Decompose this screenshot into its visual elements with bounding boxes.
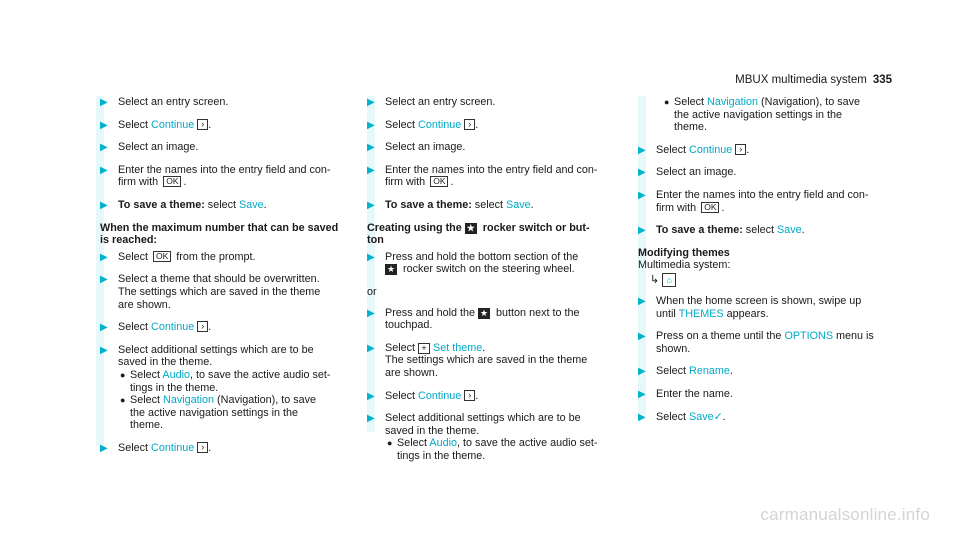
step: ▶ Select an entry screen. — [367, 96, 496, 108]
step-arrow-icon: ▶ — [100, 164, 108, 176]
step-arrow-icon: ▶ — [100, 97, 108, 108]
star-icon: ★ — [466, 222, 475, 233]
step-arrow-icon: ▶ — [367, 413, 375, 425]
step: ▶ Select Continue › . — [367, 118, 479, 131]
chevron-right-icon: › — [197, 321, 208, 332]
step-arrow-icon: ▶ — [367, 251, 375, 263]
step: ▶ Select a theme that should be overwritten. The settings which are saved in the theme are shown. — [100, 273, 321, 311]
continue-link: Continue — [151, 118, 195, 131]
ok-icon: OK — [701, 202, 719, 213]
page-header — [735, 74, 892, 86]
bullet-icon: ● — [120, 369, 126, 380]
ok-icon: OK — [153, 251, 171, 262]
step: ▶ Select Continue › . — [367, 389, 479, 402]
or-text: or — [367, 285, 377, 298]
step-arrow-icon: ▶ — [367, 390, 375, 402]
step: ▶ Select additional settings which are to be saved in the theme. ● Select Audio, to save the active audio set- tings in the theme. ● Select Navigation (Navigation), to save the active navigation settings in the theme. — [100, 344, 344, 432]
step-arrow-icon: ▶ — [100, 142, 108, 154]
step: ▶ Select OK from the prompt. — [100, 250, 256, 263]
section-heading: Creating using the ★ rocker switch or but- ton — [367, 221, 590, 247]
chevron-right-icon: › — [197, 119, 208, 130]
step: ▶ Enter the names into the entry field and con- firm with OK . — [367, 163, 598, 189]
step-arrow-icon: ▶ — [367, 307, 375, 319]
step-arrow-icon: ▶ — [638, 225, 646, 237]
chevron-right-icon: › — [464, 119, 475, 130]
step-arrow-icon: ▶ — [367, 199, 375, 211]
section-heading: When the maximum number that can be saved is reached: — [100, 221, 339, 247]
column-1 — [96, 96, 344, 464]
step-arrow-icon: ▶ — [100, 119, 108, 131]
step: ▶ Select Save✓. — [638, 410, 726, 423]
step-arrow-icon: ▶ — [100, 322, 108, 334]
step: ▶ Press and hold the ★ button next to the touchpad. — [367, 306, 580, 332]
home-icon: ⌂ — [662, 273, 676, 287]
step: ▶ Select Continue › . — [638, 143, 750, 156]
plus-icon: + — [418, 343, 430, 354]
nav-path — [646, 273, 900, 287]
step-arrow-icon: ▶ — [100, 251, 108, 263]
step: ▶ Select Continue › . — [100, 118, 212, 131]
step: ▶ Enter the names into the entry field and con- firm with OK . — [100, 163, 331, 189]
step-arrow-icon: ▶ — [100, 274, 108, 286]
bullet: ● Select Audio, to save the active audio set- tings in the theme. — [120, 368, 331, 394]
section-heading: Modifying themes — [638, 246, 730, 259]
step-arrow-icon: ▶ — [638, 388, 646, 400]
step: ▶ Press and hold the bottom section of the ★ rocker switch on the steering wheel. — [367, 250, 579, 276]
star-icon: ★ — [480, 307, 489, 318]
step-arrow-icon: ▶ — [638, 366, 646, 378]
step-arrow-icon: ▶ — [100, 344, 108, 356]
step: ▶ Select + Set theme. The settings which are saved in the theme are shown. — [367, 341, 588, 379]
step-arrow-icon: ▶ — [638, 144, 646, 156]
header-title: MBUX multimedia system — [735, 74, 867, 86]
step: ▶ Select an image. — [100, 141, 199, 154]
step: ▶ Press on a theme until the OPTIONS menu is shown. — [638, 330, 874, 355]
section-subheading: Multimedia system: — [638, 259, 731, 272]
column-2 — [367, 96, 629, 472]
step: ▶ To save a theme: select Save. — [367, 198, 534, 211]
column-3 — [638, 96, 900, 433]
chevron-right-icon: › — [735, 144, 746, 155]
step-arrow-icon: ▶ — [367, 97, 375, 108]
step-arrow-icon: ▶ — [100, 442, 108, 454]
step-arrow-icon: ▶ — [100, 199, 108, 211]
step: ▶ Select Rename. — [638, 365, 733, 378]
bullet-icon: ● — [664, 97, 670, 107]
checkmark-icon: ✓ — [713, 410, 723, 423]
step-arrow-icon: ▶ — [367, 142, 375, 154]
step: ▶ To save a theme: select Save. — [638, 224, 805, 237]
step: ▶ Select Continue › . — [100, 441, 212, 454]
step-arrow-icon: ▶ — [638, 167, 646, 179]
nav-arrow-icon: ↳ — [650, 273, 660, 286]
step: ▶ Select an entry screen. — [100, 96, 229, 108]
step: ▶ Select an image. — [367, 141, 466, 154]
bullet-icon: ● — [387, 438, 393, 449]
step: ▶ Select additional settings which are to be saved in the theme. ● Select Audio, to save the active audio set- tings in the theme. — [367, 412, 629, 462]
ok-icon: OK — [163, 176, 181, 187]
step: ▶ To save a theme: select Save. — [100, 198, 267, 211]
page-number: 335 — [872, 74, 892, 86]
step-arrow-icon: ▶ — [638, 189, 646, 201]
chevron-right-icon: › — [464, 390, 475, 401]
star-icon: ★ — [386, 264, 396, 275]
step-arrow-icon: ▶ — [638, 331, 646, 343]
step-arrow-icon: ▶ — [367, 164, 375, 176]
bullet-icon: ● — [120, 395, 126, 406]
ok-icon: OK — [430, 176, 448, 187]
bullet: ● Select Audio, to save the active audio set- tings in the theme. — [387, 437, 598, 462]
watermark: carmanualsonline.info — [760, 505, 930, 524]
step: ▶ Select an image. — [638, 166, 737, 179]
step-arrow-icon: ▶ — [638, 411, 646, 423]
bullet: ● Select Navigation (Navigation), to save the active navigation settings in the theme. — [120, 394, 317, 432]
step: ▶ Select Continue › . — [100, 321, 212, 334]
step-arrow-icon: ▶ — [638, 295, 646, 307]
step-arrow-icon: ▶ — [367, 342, 375, 354]
step-arrow-icon: ▶ — [367, 119, 375, 131]
chevron-right-icon: › — [197, 442, 208, 453]
step: ▶ Enter the names into the entry field and con- firm with OK . — [638, 188, 869, 214]
step: ▶ When the home screen is shown, swipe up until THEMES appears. — [638, 294, 862, 320]
step: ▶ Enter the name. — [638, 387, 733, 400]
bullet: ● Select Navigation (Navigation), to save the active navigation settings in the theme. — [664, 96, 861, 134]
